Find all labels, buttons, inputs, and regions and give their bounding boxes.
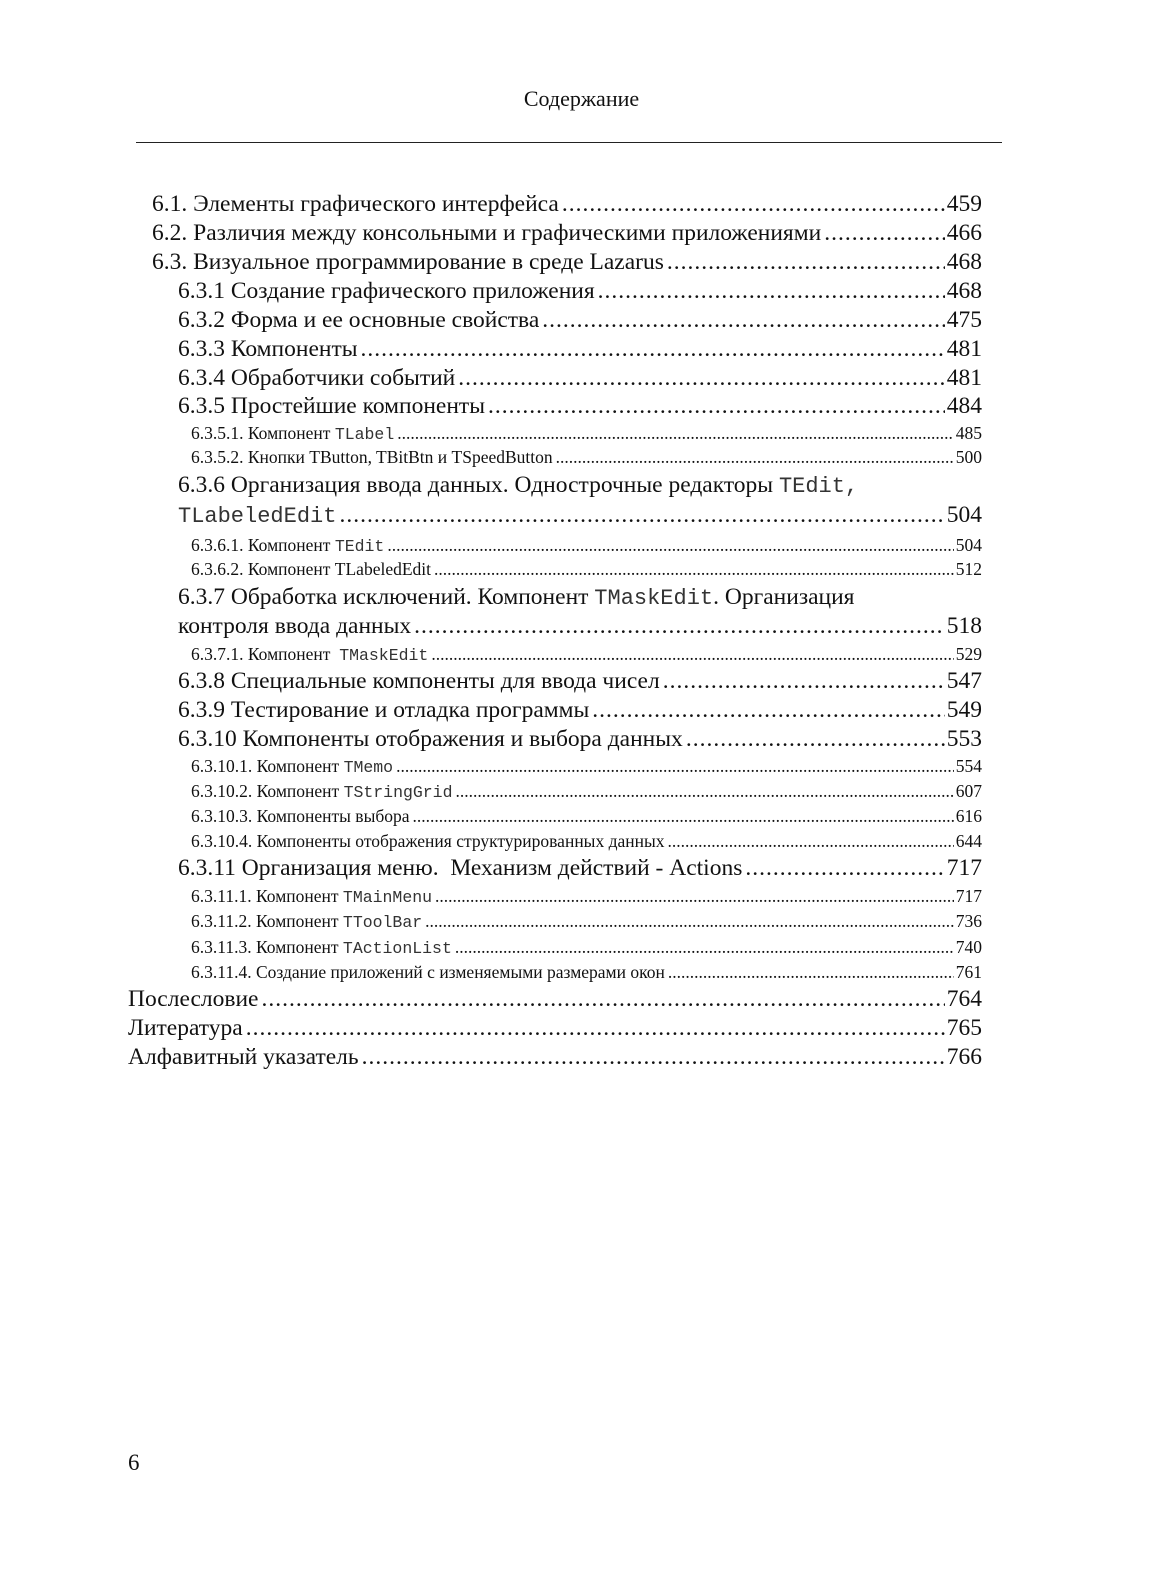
toc-page: 484 xyxy=(946,393,982,419)
toc-entry-6-3-10-2 xyxy=(191,781,982,802)
toc-code: TLabel xyxy=(334,425,395,444)
toc-entry-6-3-10-4 xyxy=(191,831,982,852)
toc-page: 607 xyxy=(955,781,982,801)
toc-title: Компонент xyxy=(247,423,331,443)
toc-page: 485 xyxy=(955,423,982,443)
toc-title: Форма и ее основные свойства xyxy=(230,307,540,333)
toc-page: 547 xyxy=(946,668,982,694)
toc-code: TEdit xyxy=(334,537,385,556)
toc-title: Простейшие компоненты xyxy=(230,393,485,419)
toc-title: Кнопки TButton, TBitBtn и TSpeedButton xyxy=(247,447,553,467)
toc-title: Тестирование и отладка программы xyxy=(230,697,590,723)
toc-number: 6.3.10.2. xyxy=(191,781,253,801)
toc-page: 466 xyxy=(946,220,982,246)
toc-number: 6.3. xyxy=(152,249,188,275)
toc-title: Организация ввода данных. Однострочные редакторы xyxy=(230,472,774,498)
toc-code: TMaskEdit xyxy=(339,646,429,665)
toc-title: Компонент xyxy=(255,911,339,931)
toc-page: 504 xyxy=(955,535,982,555)
toc-entry-6-3-9 xyxy=(178,697,982,724)
toc-code: TToolBar xyxy=(342,913,423,932)
toc-page: 554 xyxy=(955,756,982,776)
toc-title: Компонент xyxy=(256,781,340,801)
toc-page: 481 xyxy=(946,336,982,362)
toc-entry-6-3-5 xyxy=(178,393,982,420)
toc-page: 553 xyxy=(946,726,982,752)
toc-number: 6.3.2 xyxy=(178,307,225,333)
toc-entry-afterword xyxy=(128,986,982,1013)
toc-page: 468 xyxy=(946,249,982,275)
toc-number: 6.3.6.2. xyxy=(191,559,244,579)
toc-title: Компонент xyxy=(255,886,339,906)
toc-page: 736 xyxy=(955,911,982,931)
toc-number: 6.3.11.2. xyxy=(191,911,252,931)
toc-number: 6.3.5 xyxy=(178,393,225,419)
toc-title: Компонент xyxy=(247,644,331,664)
toc-code: TMaskEdit xyxy=(594,586,714,611)
toc-title: Обработчики событий xyxy=(230,365,456,391)
toc-number: 6.3.6.1. xyxy=(191,535,244,555)
toc-page: 481 xyxy=(946,365,982,391)
toc-page: 468 xyxy=(946,278,982,304)
toc-title: Литература xyxy=(128,1015,243,1041)
toc-title: Организация меню. Механизм действий - Actions xyxy=(241,855,743,881)
toc-entry-index xyxy=(128,1044,982,1071)
toc-title: Различия между консольными и графическими приложениями xyxy=(193,220,822,246)
toc-entry-6-3-11 xyxy=(178,855,982,882)
toc-page: 529 xyxy=(955,644,982,664)
toc-title: Визуальное программирование в среде Lazarus xyxy=(193,249,664,275)
toc-page: 764 xyxy=(946,986,982,1012)
toc-page: 549 xyxy=(946,697,982,723)
toc-number: 6.3.1 xyxy=(178,278,225,304)
toc-number: 6.3.5.1. xyxy=(191,423,244,443)
toc-page: 717 xyxy=(955,886,982,906)
toc-entry-6-3-6-2 xyxy=(191,559,982,580)
toc-title: Послесловие xyxy=(128,986,259,1012)
toc-number: 6.3.6 xyxy=(178,472,225,498)
toc-page: 761 xyxy=(955,962,982,982)
toc-title: Компонент xyxy=(255,937,339,957)
toc-entry-6-3-4 xyxy=(178,365,982,392)
toc-title: Алфавитный указатель xyxy=(128,1044,359,1070)
toc-entry-6-3-5-1 xyxy=(191,423,982,444)
toc-entry-6-3-10 xyxy=(178,726,982,753)
toc-entry-6-1 xyxy=(152,191,982,218)
toc-entry-6-3-2 xyxy=(178,307,982,334)
toc-entry-6-3-3 xyxy=(178,336,982,363)
toc-entry-6-3-11-4 xyxy=(191,962,982,983)
toc-title-continued: контроля ввода данных xyxy=(178,613,412,639)
toc-code: TEdit, xyxy=(778,474,859,499)
toc-page: 717 xyxy=(946,855,982,881)
toc-entry-6-3-6-1 xyxy=(191,535,982,556)
toc-title: Компоненты отображения структурированных данных xyxy=(256,831,665,851)
toc-entry-6-3-1 xyxy=(178,278,982,305)
toc-number: 6.3.11.4. xyxy=(191,962,252,982)
toc-title: Компонент xyxy=(247,535,331,555)
toc-entry-6-3-7 xyxy=(178,584,982,640)
toc-page: 740 xyxy=(955,937,982,957)
toc-number: 6.3.11 xyxy=(178,855,236,881)
toc-page: 616 xyxy=(955,806,982,826)
toc-code: TActionList xyxy=(342,939,452,958)
toc-number: 6.3.7.1. xyxy=(191,644,244,664)
toc-number: 6.3.10 xyxy=(178,726,237,752)
toc-page: 504 xyxy=(946,502,982,528)
toc-number: 6.1. xyxy=(152,191,188,217)
header-rule xyxy=(136,142,1002,143)
toc-entry-6-3-11-2 xyxy=(191,911,982,932)
toc-code: TMainMenu xyxy=(342,888,433,907)
toc-page: 765 xyxy=(946,1015,982,1041)
toc-code: TMemo xyxy=(343,758,394,777)
toc-code-continued: TLabeledEdit xyxy=(178,504,337,529)
toc-title: Создание графического приложения xyxy=(230,278,595,304)
toc-entry-6-3-8 xyxy=(178,668,982,695)
page-number: 6 xyxy=(128,1450,140,1475)
toc-title: Создание приложений с изменяемыми размерами окон xyxy=(255,962,665,982)
toc-title: Компоненты xyxy=(230,336,358,362)
toc-number: 6.3.5.2. xyxy=(191,447,244,467)
toc-page: 766 xyxy=(946,1044,982,1070)
toc-entry-6-3-5-2 xyxy=(191,447,982,468)
toc-page: 475 xyxy=(946,307,982,333)
toc-page: 518 xyxy=(946,613,982,639)
toc-entry-6-2 xyxy=(152,220,982,247)
toc-entry-6-3-6 xyxy=(178,472,982,529)
toc-number: 6.3.10.3. xyxy=(191,806,253,826)
toc-entry-6-3-10-1 xyxy=(191,756,982,777)
toc-number: 6.3.9 xyxy=(178,697,225,723)
toc-page: 500 xyxy=(955,447,982,467)
toc-entry-6-3-10-3 xyxy=(191,806,982,827)
toc-number: 6.3.8 xyxy=(178,668,225,694)
toc-page: 512 xyxy=(955,559,982,579)
toc-number: 6.3.10.4. xyxy=(191,831,253,851)
toc-number: 6.3.11.1. xyxy=(191,886,252,906)
toc-title: Обработка исключений. Компонент xyxy=(230,584,589,610)
toc-code: TStringGrid xyxy=(343,783,453,802)
toc-entry-6-3-11-3 xyxy=(191,937,982,958)
running-header: Содержание xyxy=(523,86,640,111)
toc-number: 6.3.7 xyxy=(178,584,225,610)
toc-title: Компонент TLabeledEdit xyxy=(247,559,432,579)
toc-entry-6-3-7-1 xyxy=(191,644,982,665)
toc-title: Компоненты отображения и выбора данных xyxy=(242,726,683,752)
toc-page: 459 xyxy=(946,191,982,217)
toc-page: 644 xyxy=(955,831,982,851)
toc-title: Компоненты выбора xyxy=(256,806,410,826)
toc-number: 6.3.4 xyxy=(178,365,225,391)
toc-number: 6.3.10.1. xyxy=(191,756,253,776)
toc-number: 6.3.3 xyxy=(178,336,225,362)
toc-title: Элементы графического интерфейса xyxy=(193,191,559,217)
toc-title: Специальные компоненты для ввода чисел xyxy=(230,668,660,694)
toc-number: 6.3.11.3. xyxy=(191,937,252,957)
toc-number: 6.2. xyxy=(152,220,188,246)
toc-title: Компонент xyxy=(256,756,340,776)
toc-entry-literature xyxy=(128,1015,982,1042)
toc-entry-6-3 xyxy=(152,249,982,276)
toc-title-after: . Организация xyxy=(713,584,855,610)
toc-entry-6-3-11-1 xyxy=(191,886,982,907)
